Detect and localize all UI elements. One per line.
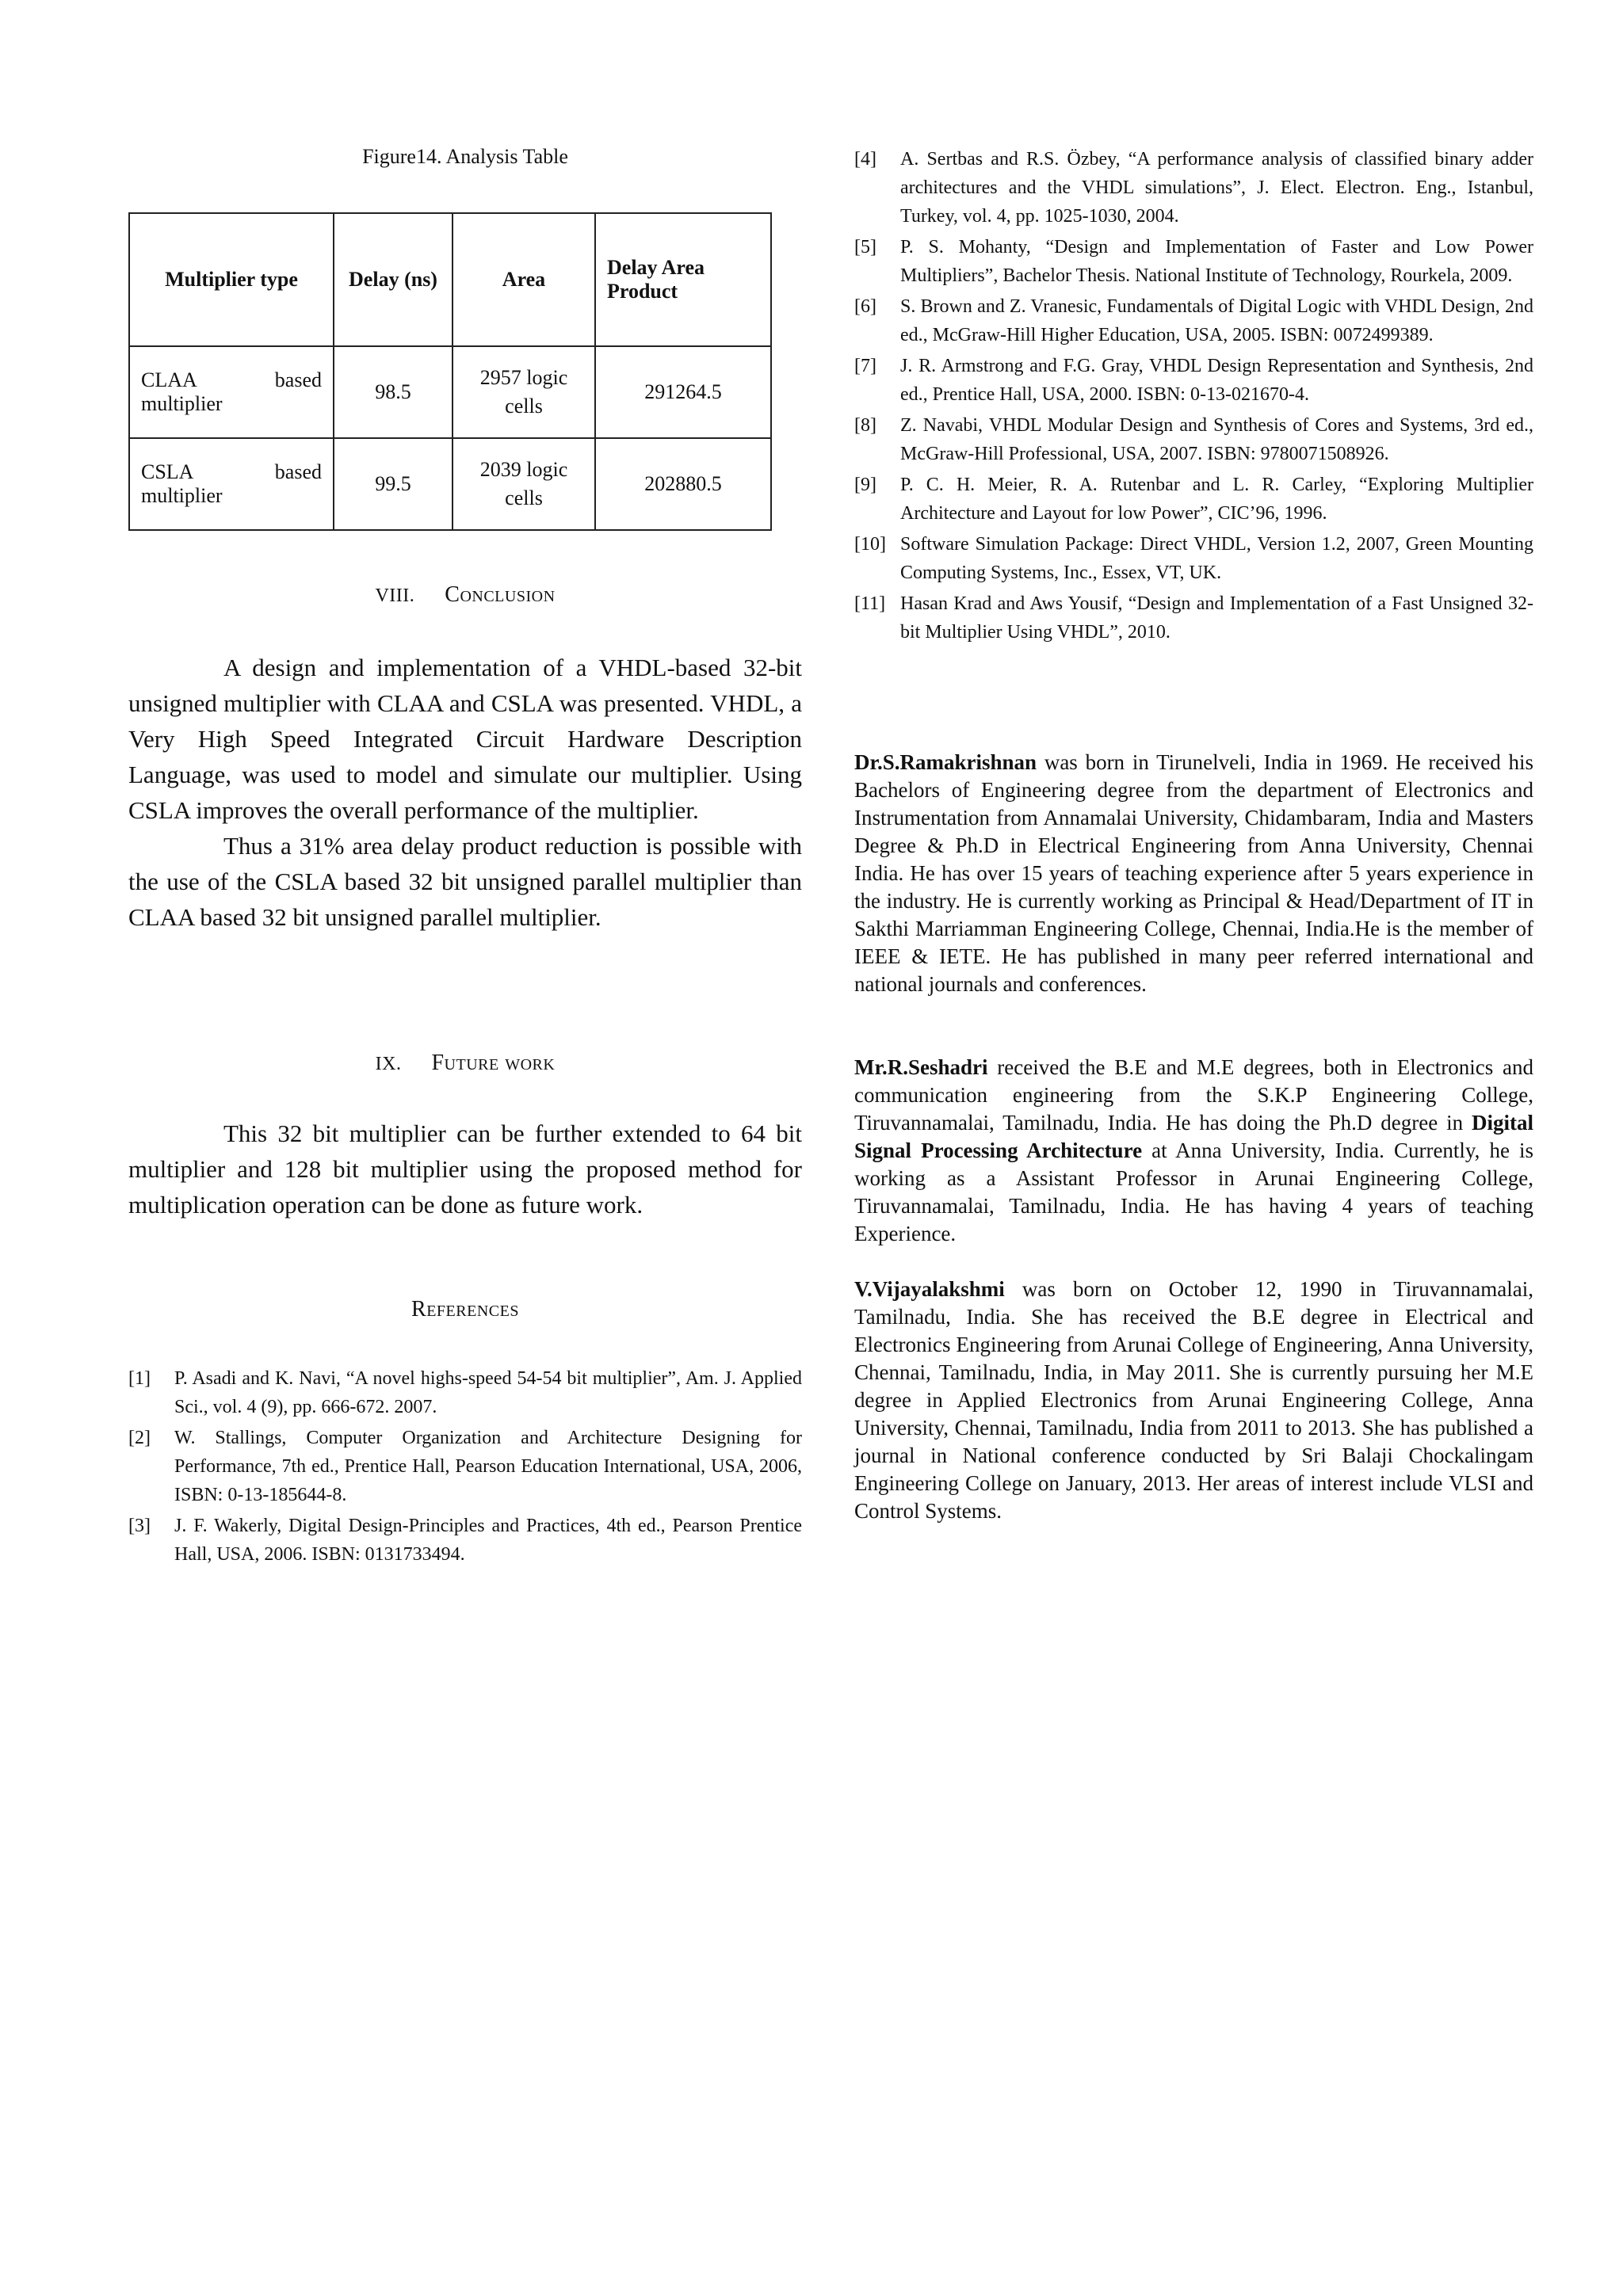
- cell-type: CSLA based multiplier: [129, 438, 334, 530]
- future-work-body: [128, 1116, 802, 1222]
- conclusion-body: [128, 650, 802, 935]
- reference-text: Software Simulation Package: Direct VHDL, Version 1.2, 2007, Green Mounting Computing Systems, Inc., Essex, VT, UK.: [900, 534, 1533, 583]
- reference-text: J. F. Wakerly, Digital Design-Principles and Practices, 4th ed., Pearson Prentice Hall, USA, 2006. ISBN: 0131733494.: [174, 1516, 802, 1565]
- references-list-left: [128, 1364, 802, 1571]
- cell-area: 2957 logic cells: [453, 346, 595, 438]
- reference-text: A. Sertbas and R.S. Özbey, “A performance analysis of classified binary adder architectures and the VHDL simulations”, J. Elect. Electron. Eng., Istanbul, Turkey, vol. 4, pp. 1025-1030, 2004.: [900, 149, 1533, 227]
- cell-delay: 98.5: [334, 346, 453, 438]
- reference-number: [4]: [854, 149, 876, 170]
- reference-item: [854, 530, 1533, 587]
- table-header-row: [129, 213, 771, 346]
- conclusion-paragraph-1: A design and implementation of a VHDL-based 32-bit unsigned multiplier with CLAA and CSLA was presented. VHDL, a Very High Speed Integrated Circuit Hardware Description Language, was used to model and simulate our multiplier. Using CSLA improves the overall performance of the multiplier.: [128, 654, 802, 824]
- cell-area: 2039 logic cells: [453, 438, 595, 530]
- reference-number: [8]: [854, 415, 876, 436]
- reference-item: [854, 411, 1533, 468]
- reference-item: [854, 352, 1533, 409]
- reference-number: [3]: [128, 1516, 151, 1536]
- bio-seshadri: [854, 1054, 1533, 1248]
- reference-number: [1]: [128, 1368, 151, 1389]
- cell-product: 291264.5: [595, 346, 771, 438]
- reference-number: [11]: [854, 593, 886, 614]
- cell-type: CLAA based multiplier: [129, 346, 334, 438]
- reference-item: [128, 1512, 802, 1569]
- figure-caption: Figure14. Analysis Table: [362, 145, 568, 168]
- bio-text: at Anna University, India. Currently, he is working as a Assistant Professor in Arunai Engineering College, Tiruvannamalai, Tamilnadu, India. He has having 4 years of teaching Experience.: [854, 1138, 1533, 1245]
- bio-name: Dr.S.Ramakrishnan: [854, 750, 1037, 774]
- table-row: [129, 346, 771, 438]
- future-work-heading: [128, 1051, 802, 1076]
- conclusion-paragraph-2: Thus a 31% area delay product reduction is possible with the use of the CSLA based 32 bit unsigned parallel multiplier than CLAA based 32 bit unsigned parallel multiplier.: [128, 832, 802, 931]
- reference-number: [5]: [854, 237, 876, 257]
- bio-text: was born in Tirunelveli, India in 1969. He received his Bachelors of Engineering degree from the department of Electronics and Instrumentation from Annamalai University, Chidambaram, India and Masters Degree & Ph.D in Electrical Engineering from Anna University, Chennai India. He has over 15 years of teaching experience after 5 years experience in the industry. He is currently working as Principal & Head/Department of IT in Sakthi Marriamman Engineering College, Chennai, India.He is the member of IEEE & IETE. He has published in many peer referred international and national journals and conferences.: [854, 750, 1533, 996]
- header-delay: Delay (ns): [334, 213, 453, 346]
- bio-vijayalakshmi: [854, 1276, 1533, 1525]
- analysis-table: [128, 212, 772, 531]
- future-work-title: Future work: [431, 1051, 556, 1075]
- conclusion-number: VIII.: [375, 585, 415, 606]
- reference-text: P. S. Mohanty, “Design and Implementation of Faster and Low Power Multipliers”, Bachelor Thesis. National Institute of Technology, Rourkela, 2009.: [900, 237, 1533, 286]
- reference-text: Z. Navabi, VHDL Modular Design and Synthesis of Cores and Systems, 3rd ed., McGraw-Hill Professional, USA, 2007. ISBN: 9780071508926.: [900, 415, 1533, 464]
- reference-text: J. R. Armstrong and F.G. Gray, VHDL Design Representation and Synthesis, 2nd ed., Prentice Hall, USA, 2000. ISBN: 0-13-021670-4.: [900, 356, 1533, 405]
- header-delay-area-product: Delay Area Product: [595, 213, 771, 346]
- references-list-right: [854, 145, 1533, 649]
- reference-number: [9]: [854, 475, 876, 495]
- header-multiplier-type: Multiplier type: [129, 213, 334, 346]
- header-area: Area: [453, 213, 595, 346]
- cell-product: 202880.5: [595, 438, 771, 530]
- table-row: [129, 438, 771, 530]
- bio-ramakrishnan: [854, 749, 1533, 998]
- reference-text: P. Asadi and K. Navi, “A novel highs-speed 54-54 bit multiplier”, Am. J. Applied Sci., vol. 4 (9), pp. 666-672. 2007.: [174, 1368, 802, 1417]
- reference-text: S. Brown and Z. Vranesic, Fundamentals of Digital Logic with VHDL Design, 2nd ed., McGraw-Hill Higher Education, USA, 2005. ISBN: 0072499389.: [900, 296, 1533, 345]
- bio-name: Mr.R.Seshadri: [854, 1055, 988, 1079]
- future-work-paragraph: This 32 bit multiplier can be further extended to 64 bit multiplier and 128 bit multiplier using the proposed method for multiplication operation can be done as future work.: [128, 1119, 802, 1219]
- reference-item: [854, 292, 1533, 349]
- cell-delay: 99.5: [334, 438, 453, 530]
- reference-text: W. Stallings, Computer Organization and Architecture Designing for Performance, 7th ed., Prentice Hall, Pearson Education International, USA, 2006, ISBN: 0-13-185644-8.: [174, 1428, 802, 1505]
- reference-item: [128, 1424, 802, 1509]
- bio-name: V.Vijayalakshmi: [854, 1277, 1005, 1301]
- reference-item: [854, 233, 1533, 290]
- future-work-number: IX.: [375, 1054, 402, 1074]
- reference-text: Hasan Krad and Aws Yousif, “Design and Implementation of a Fast Unsigned 32-bit Multiplier Using VHDL”, 2010.: [900, 593, 1533, 643]
- reference-number: [2]: [128, 1428, 151, 1448]
- reference-number: [10]: [854, 534, 886, 555]
- conclusion-title: Conclusion: [445, 582, 556, 607]
- reference-item: [128, 1364, 802, 1421]
- references-heading: [128, 1297, 802, 1322]
- conclusion-heading: [128, 582, 802, 608]
- reference-number: [6]: [854, 296, 876, 317]
- reference-item: [854, 471, 1533, 528]
- reference-text: P. C. H. Meier, R. A. Rutenbar and L. R. Carley, “Exploring Multiplier Architecture and Layout for low Power”, CIC’96, 1996.: [900, 475, 1533, 524]
- bio-text: was born on October 12, 1990 in Tiruvannamalai, Tamilnadu, India. She has received the B.E degree in Electrical and Electronics Engineering from Arunai College of Engineering, Anna University, Chennai, Tamilnadu, India, in May 2011. She is currently pursuing her M.E degree in Applied Electronics from Arunai Engineering College, Anna University, Chennai, Tamilnadu, India from 2011 to 2013. She has published a journal in National conference conducted by Sri Balaji Chockalingam Engineering College on January, 2013. Her areas of interest include VLSI and Control Systems.: [854, 1277, 1533, 1523]
- reference-number: [7]: [854, 356, 876, 376]
- reference-item: [854, 145, 1533, 231]
- bio-bold-phrase: Digital Signal Processing Architecture: [854, 1111, 1533, 1162]
- references-title: References: [411, 1297, 519, 1322]
- reference-item: [854, 589, 1533, 646]
- bio-text: received the B.E and M.E degrees, both in Electronics and communication engineering from the S.K.P Engineering College, Tiruvannamalai, Tamilnadu, India. He has doing the Ph.D degree in: [854, 1055, 1533, 1135]
